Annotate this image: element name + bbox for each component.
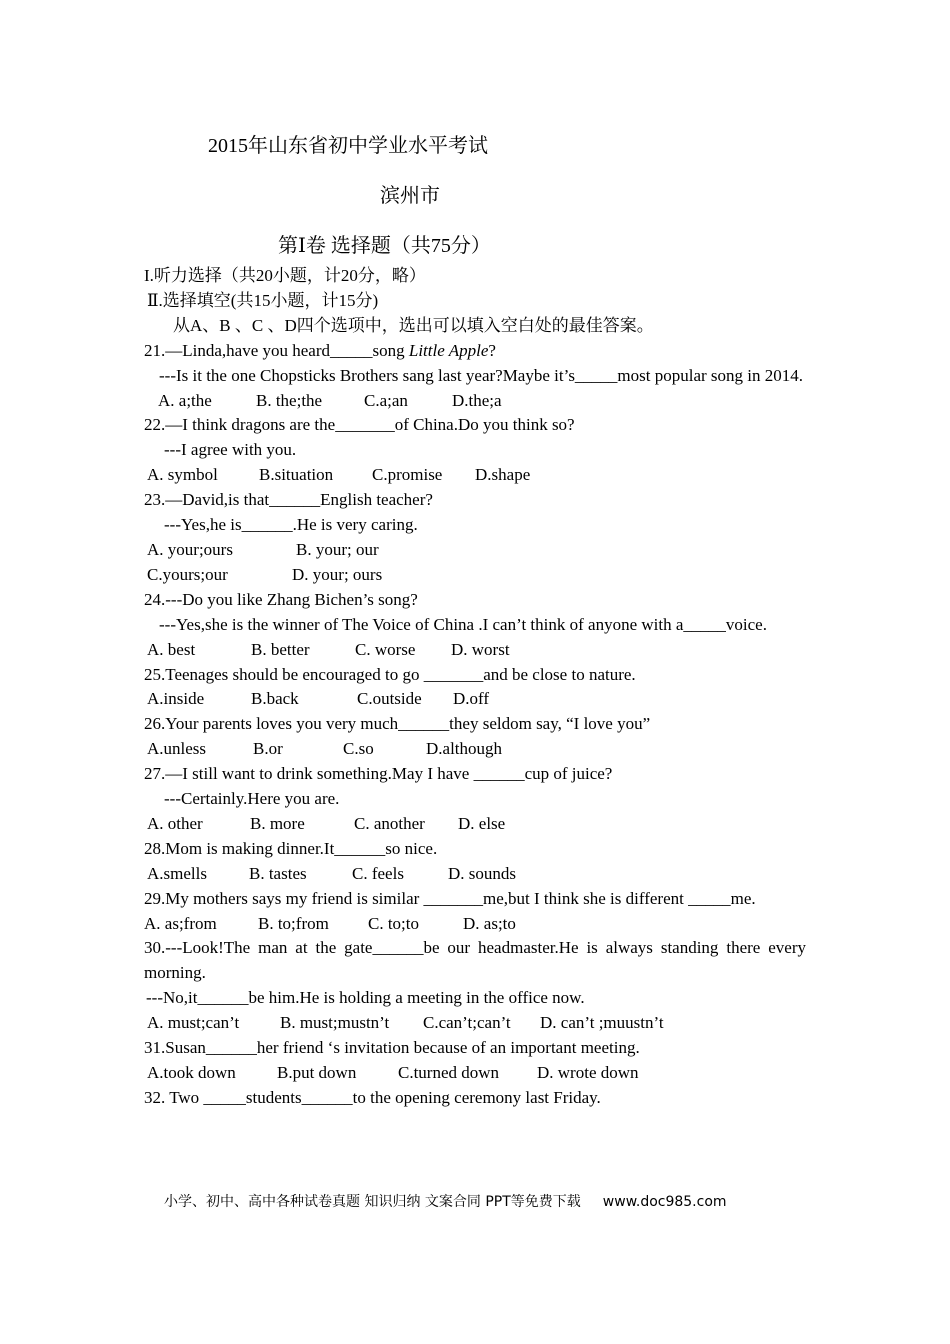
question-28-stem: 28.Mom is making dinner.It______so nice. [144,838,438,858]
question-24-stem: 24.---Do you like Zhang Bichen’s song? [144,589,418,609]
question-23-options-cd [144,563,806,588]
option-d: D. wrote down [537,1063,639,1082]
option-c: C.outside [357,689,422,709]
question-26-stem: 26.Your parents loves you very much______they seldom say, “I love you” [144,714,651,734]
question-24-reply: ---Yes,she is the winner of The Voice of China .I can’t think of anyone with a_____voice. [159,614,767,634]
question-29-stem: 29.My mothers says my friend is similar _______me,but I think she is different _____me. [144,888,756,908]
option-a: A. symbol [147,465,218,485]
option-a: A.smells [147,863,207,883]
option-d: D.the;a [452,390,502,410]
option-b: B.situation [259,465,334,485]
option-b: B. better [251,639,310,659]
option-b: B. must;mustn’t [280,1013,390,1033]
option-b: B. your; our [296,539,379,559]
question-27-stem: 27.—I still want to drink something.May I have ______cup of juice? [144,764,613,784]
option-b: B. more [250,813,305,833]
question-22-stem: 22.—I think dragons are the_______of China.Do you think so? [144,415,575,435]
part-listening: I.听力选择（共20小题，计20分，略） [144,266,426,285]
question-32-stem: 32. Two _____students______to the opening ceremony last Friday. [144,1087,601,1107]
option-a: A.inside [147,689,205,709]
option-d: D. can’t ;muustn’t [540,1013,664,1033]
question-21-options [144,389,806,414]
option-d: D. sounds [448,863,517,883]
option-a: A. as;from [144,913,217,933]
option-b: B.or [253,739,283,759]
song-title: Little Apple [408,340,489,360]
question-22-reply: ---I agree with you. [164,440,297,460]
option-c: C.promise [372,465,443,485]
option-c: C.so [343,739,374,759]
option-c: C.yours;our [147,564,228,584]
question-22-options [144,463,806,488]
option-c: C.can’t;can’t [423,1013,511,1033]
option-c: C. to;to [368,913,420,933]
question-21-stem: 21.—Linda,have you heard_____song Little Apple? [144,340,496,360]
question-31-stem: 31.Susan______her friend ‘s invitation because of an important meeting. [144,1038,640,1058]
option-b: B.put down [277,1063,357,1082]
footer-text: 小学、初中、高中各种试卷真题 知识归纳 文案合同 PPT等免费下载 [164,1194,581,1210]
option-d: D. else [458,813,506,833]
option-a: A. a;the [158,390,212,410]
option-c: C. worse [355,639,416,659]
question-27-reply: ---Certainly.Here you are. [164,789,340,809]
option-a: A. your;ours [147,539,233,559]
option-c: C. another [354,813,425,833]
option-d: D.off [453,689,490,709]
option-a: A.unless [147,739,207,759]
question-28-options [144,862,806,887]
option-d: D. as;to [463,913,516,933]
footer-url[interactable]: www.doc985.com [602,1194,727,1210]
option-b: B. the;the [256,390,323,410]
option-b: B.back [251,689,299,709]
question-30-reply: ---No,it______be him.He is holding a meeting in the office now. [146,988,585,1008]
question-23-options-ab [144,538,806,563]
option-c: C.turned down [398,1063,500,1082]
option-c: C. feels [352,863,404,883]
exam-title: 2015年山东省初中学业水平考试 [208,135,488,157]
option-c: C.a;an [364,390,408,410]
option-d: D.shape [475,465,531,485]
option-b: B. to;from [258,913,329,933]
option-d: D.although [426,739,503,759]
page-footer [164,1191,727,1211]
question-30-stem: 30.---Look!The man at the gate______be our headmaster.He is always standing there every morning. [144,938,806,983]
section-title: 第Ⅰ卷 选择题（共75分） [278,235,491,257]
city-title: 滨州市 [380,185,440,207]
question-27-options [144,812,806,837]
option-a: A. best [147,639,196,659]
option-a: A.took down [147,1063,236,1082]
exam-body [144,264,806,1111]
question-24-options [144,638,806,663]
question-26-options [144,737,806,762]
question-25-stem: 25.Teenages should be encouraged to go _______and be close to nature. [144,664,636,684]
question-23-reply: ---Yes,he is______.He is very caring. [164,515,418,535]
option-b: B. tastes [249,863,307,883]
question-25-options [144,687,806,712]
option-a: A. must;can’t [147,1013,240,1033]
option-d: D. your; ours [292,564,383,584]
part-instructions: 从A、B 、C 、D四个选项中，选出可以填入空白处的最佳答案。 [173,315,654,335]
question-21-reply: ---Is it the one Chopsticks Brothers sang last year?Maybe it’s_____most popular song in 2014. [159,365,804,385]
question-23-stem: 23.—David,is that______English teacher? [144,490,433,510]
part-multiple-choice: Ⅱ.选择填空(共15小题，计15分) [147,290,379,310]
question-31-options [144,1061,806,1086]
question-30-options [144,1011,806,1036]
question-29-options [144,912,806,937]
option-d: D. worst [451,639,510,659]
option-a: A. other [147,813,203,833]
